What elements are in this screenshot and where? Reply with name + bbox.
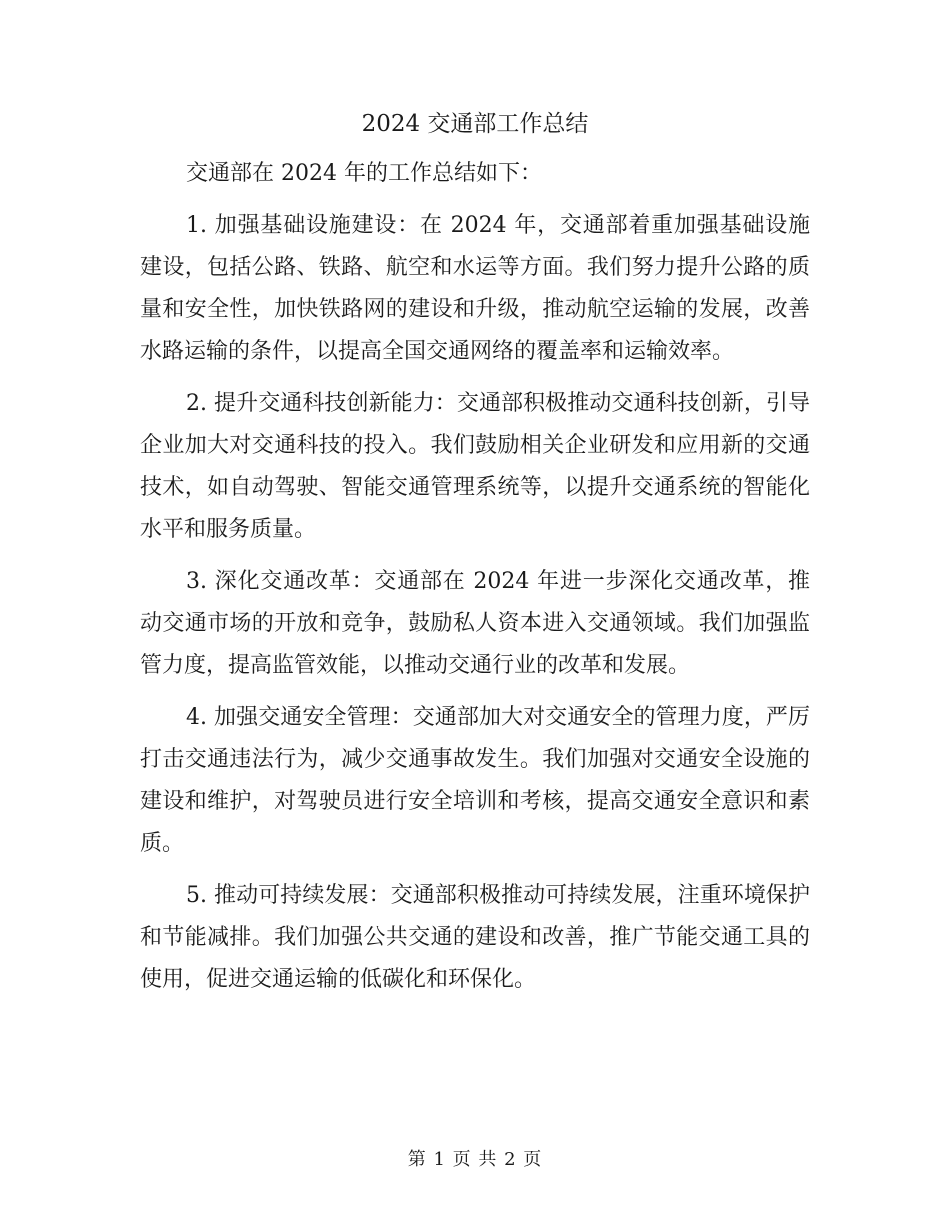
document-body <box>140 153 810 1011</box>
paragraph-reform: 3. 深化交通改革：交通部在 2024 年进一步深化交通改革，推动交通市场的开放和竞争，鼓励私人资本进入交通领域。我们加强监管力度，提高监管效能，以推动交通行业的改革和发展。 <box>140 569 810 678</box>
paragraph-technology: 2. 提升交通科技创新能力：交通部积极推动交通科技创新，引导企业加大对交通科技的投入。我们鼓励相关企业研发和应用新的交通技术，如自动驾驶、智能交通管理系统等，以提升交通系统的智能化水平和服务质量。 <box>140 391 810 542</box>
intro-paragraph: 交通部在 2024 年的工作总结如下： <box>186 161 542 186</box>
paragraph-sustainability: 5. 推动可持续发展：交通部积极推动可持续发展，注重环境保护和节能减排。我们加强公共交通的建设和改善，推广节能交通工具的使用，促进交通运输的低碳化和环保化。 <box>140 883 810 992</box>
document-title: 2024 交通部工作总结 <box>361 111 589 137</box>
paragraph-safety: 4. 加强交通安全管理：交通部加大对交通安全的管理力度，严厉打击交通违法行为，减少交通事故发生。我们加强对交通安全设施的建设和维护，对驾驶员进行安全培训和考核，提高交通安全意识和素质。 <box>140 705 810 856</box>
page-number-footer: 第 1 页 共 2 页 <box>407 1149 543 1170</box>
paragraph-infrastructure: 1. 加强基础设施建设：在 2024 年，交通部着重加强基础设施建设，包括公路、铁路、航空和水运等方面。我们努力提升公路的质量和安全性，加快铁路网的建设和升级，推动航空运输的发展，改善水路运输的条件，以提高全国交通网络的覆盖率和运输效率。 <box>140 213 810 364</box>
